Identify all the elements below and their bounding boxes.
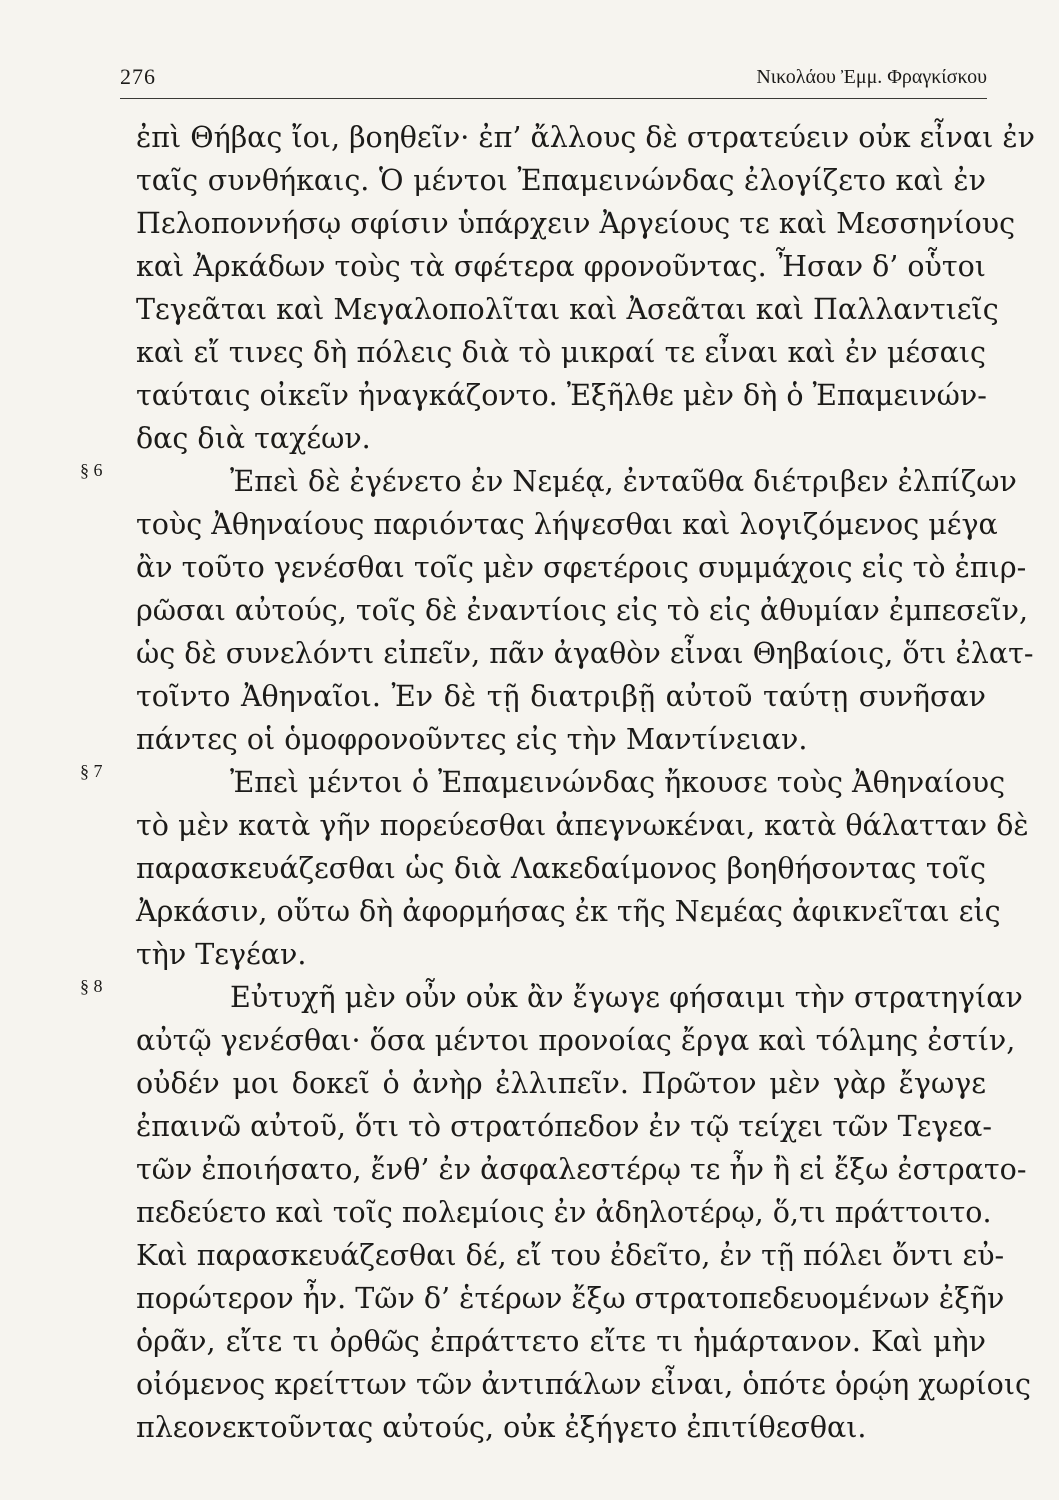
- text-line-wrapper: [136, 804, 1029, 847]
- text-line-wrapper: [136, 1406, 986, 1449]
- text-line: Ἀρκάσιν, οὕτω δὴ ἀφορμήσας ἐκ τῆς Νεμέας ἀφικνεῖται εἰς: [136, 895, 1001, 928]
- text-line: καὶ εἴ τινες δὴ πόλεις διὰ τὸ μικραί τε εἶναι καὶ ἐν μέσαις: [136, 336, 986, 369]
- text-line-wrapper: [80, 761, 1006, 804]
- running-head: Νικολάου Ἐμμ. Φραγκίσκου: [756, 66, 987, 88]
- page-header: [120, 58, 987, 99]
- text-line: ἂν τοῦτο γενέσθαι τοῖς μὲν σφετέροις συμμάχοις εἰς τὸ ἐπιρ-: [136, 551, 1027, 584]
- text-line: ἐπαινῶ αὐτοῦ, ὅτι τὸ στρατόπεδον ἐν τῷ τείχει τῶν Τεγεα-: [136, 1110, 993, 1143]
- text-line-wrapper: [136, 1062, 986, 1105]
- text-line: τοῖντο Ἀθηναῖοι. Ἐν δὲ τῇ διατριβῇ αὐτοῦ ταύτῃ συνῆσαν: [136, 680, 986, 713]
- text-line: ἐπὶ Θήβας ἴοι, βοηθεῖν· ἐπ’ ἄλλους δὲ στρατεύειν οὐκ εἶναι ἐν: [136, 121, 1035, 154]
- text-line-wrapper: [136, 503, 998, 546]
- text-line-wrapper: [136, 116, 1035, 159]
- text-line-wrapper: [136, 1191, 992, 1234]
- text-line: ταύταις οἰκεῖν ἠναγκάζοντο. Ἐξῆλθε μὲν δὴ ὁ Ἐπαμεινών-: [136, 379, 987, 412]
- text-line-wrapper: [136, 933, 986, 976]
- text-line: Πελοποννήσῳ σφίσιν ὑπάρχειν Ἀργείους τε καὶ Μεσσηνίους: [136, 207, 1016, 240]
- text-line-wrapper: [136, 589, 1029, 632]
- text-line: καὶ Ἀρκάδων τοὺς τὰ σφέτερα φρονοῦντας. Ἦσαν δ’ οὗτοι: [136, 250, 986, 283]
- text-line-wrapper: [136, 1363, 1031, 1406]
- text-line-wrapper: [136, 374, 986, 417]
- section-marker: § 6: [80, 460, 103, 480]
- text-line-wrapper: [136, 331, 986, 374]
- text-line: παρασκευάζεσθαι ὡς διὰ Λακεδαίμονος βοηθήσοντας τοῖς: [136, 852, 986, 885]
- text-line-wrapper: [136, 718, 986, 761]
- section-marker: § 7: [80, 761, 103, 781]
- text-line: πλεονεκτοῦντας αὐτούς, οὐκ ἐξήγετο ἐπιτίθεσθαι.: [136, 1411, 867, 1444]
- text-line-wrapper: [136, 847, 986, 890]
- text-line: ὡς δὲ συνελόντι εἰπεῖν, πᾶν ἀγαθὸν εἶναι Θηβαίοις, ὅτι ἐλατ-: [136, 637, 1034, 670]
- text-line-wrapper: [136, 202, 1016, 245]
- text-line: τὴν Τεγέαν.: [136, 938, 307, 971]
- text-line-wrapper: [136, 675, 986, 718]
- text-line: ὁρᾶν, εἴτε τι ὀρθῶς ἐπράττετο εἴτε τι ἡμάρτανον. Καὶ μὴν: [136, 1325, 986, 1358]
- text-line-wrapper: [136, 1234, 1005, 1277]
- text-line-wrapper: [136, 1148, 1027, 1191]
- text-line-wrapper: [136, 632, 1034, 675]
- text-line: πεδεύετο καὶ τοῖς πολεμίοις ἐν ἀδηλοτέρῳ, ὅ,τι πράττοιτο.: [136, 1196, 992, 1229]
- text-line: τὸ μὲν κατὰ γῆν πορεύεσθαι ἀπεγνωκέναι, κατὰ θάλατταν δὲ: [136, 809, 1029, 842]
- text-line-wrapper: [136, 1105, 993, 1148]
- text-line-wrapper: [136, 1277, 1005, 1320]
- section-marker: § 8: [80, 976, 103, 996]
- text-line: τῶν ἐποιήσατο, ἔνθ’ ἐν ἀσφαλεστέρῳ τε ἦν ἢ εἰ ἔξω ἐστρατο-: [136, 1153, 1027, 1186]
- text-line: Εὐτυχῆ μὲν οὖν οὐκ ἂν ἔγωγε φήσαιμι τὴν στρατηγίαν: [230, 981, 1023, 1014]
- text-line-wrapper: [136, 245, 986, 288]
- text-line: οἰόμενος κρείττων τῶν ἀντιπάλων εἶναι, ὁπότε ὁρῴη χωρίοις: [136, 1368, 1031, 1401]
- text-line-wrapper: [136, 546, 1027, 589]
- text-line: πορώτερον ἦν. Τῶν δ’ ἑτέρων ἔξω στρατοπεδευομένων ἐξῆν: [136, 1282, 1005, 1315]
- text-line-wrapper: [136, 417, 986, 460]
- text-line-wrapper: [136, 288, 999, 331]
- text-line: Τεγεᾶται καὶ Μεγαλοπολῖται καὶ Ἀσεᾶται καὶ Παλλαντιεῖς: [136, 293, 999, 326]
- text-line: αὐτῷ γενέσθαι· ὅσα μέντοι προνοίας ἔργα καὶ τόλμης ἐστίν,: [136, 1024, 1016, 1057]
- text-line-wrapper: [80, 460, 1017, 503]
- text-line-wrapper: [136, 1019, 1016, 1062]
- body-text: [80, 116, 1035, 1449]
- text-line: τοὺς Ἀθηναίους παριόντας λήψεσθαι καὶ λογιζόμενος μέγα: [136, 508, 998, 541]
- page-number: 276: [120, 64, 156, 89]
- text-line: δας διὰ ταχέων.: [136, 422, 371, 455]
- text-line: οὐδέν μοι δοκεῖ ὁ ἀνὴρ ἐλλιπεῖν. Πρῶτον μὲν γὰρ ἔγωγε: [136, 1067, 986, 1100]
- text-line: Καὶ παρασκευάζεσθαι δέ, εἴ του ἐδεῖτο, ἐν τῇ πόλει ὄντι εὐ-: [136, 1239, 1005, 1272]
- text-line-wrapper: [136, 1320, 986, 1363]
- text-line: ρῶσαι αὐτούς, τοῖς δὲ ἐναντίοις εἰς τὸ εἰς ἀθυμίαν ἐμπεσεῖν,: [136, 594, 1029, 627]
- text-line-wrapper: [136, 159, 986, 202]
- text-line: ταῖς συνθήκαις. Ὁ μέντοι Ἐπαμεινώνδας ἐλογίζετο καὶ ἐν: [136, 164, 986, 197]
- text-line-wrapper: [80, 976, 1023, 1019]
- text-line: πάντες οἱ ὁμοφρονοῦντες εἰς τὴν Μαντίνειαν.: [136, 723, 808, 756]
- text-line-wrapper: [136, 890, 1001, 933]
- text-line: Ἐπεὶ δὲ ἐγένετο ἐν Νεμέᾳ, ἐνταῦθα διέτριβεν ἐλπίζων: [230, 465, 1017, 498]
- text-line: Ἐπεὶ μέντοι ὁ Ἐπαμεινώνδας ἤκουσε τοὺς Ἀθηναίους: [230, 766, 1006, 799]
